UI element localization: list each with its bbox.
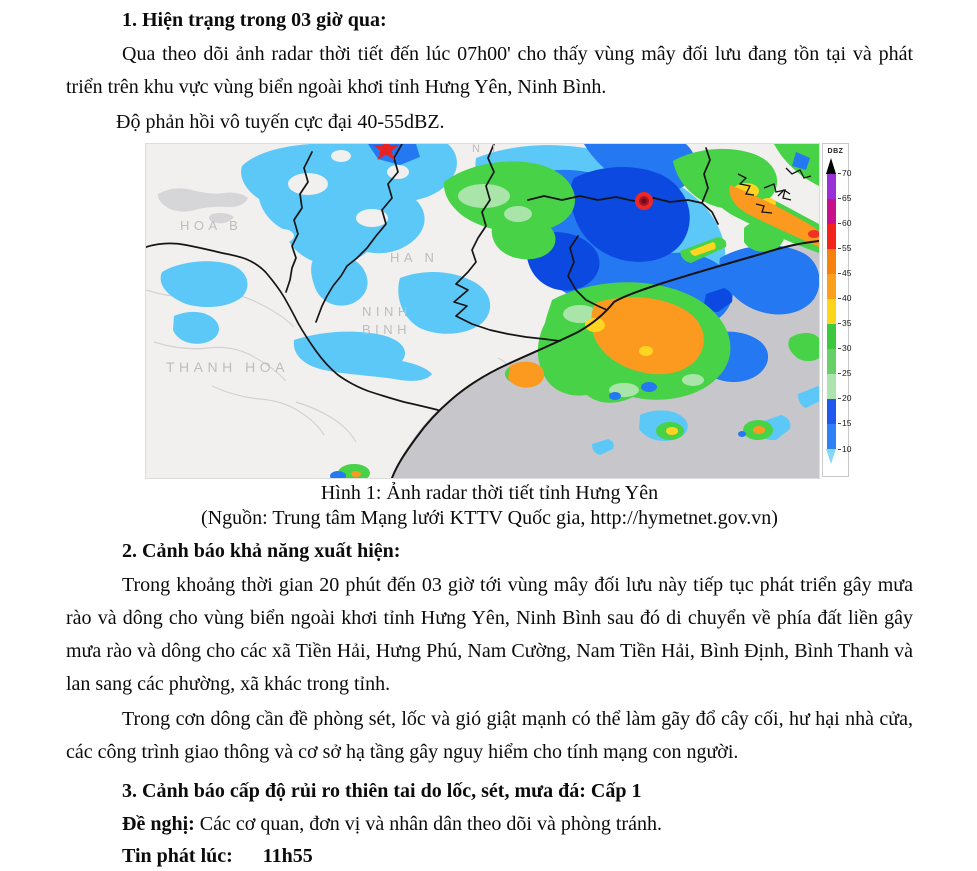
section1-heading: 1. Hiện trạng trong 03 giờ qua: — [122, 9, 387, 31]
radar-map-image — [145, 143, 820, 479]
colorbar-segment: 55 — [827, 249, 836, 274]
dbz-colorbar — [822, 143, 852, 477]
colorbar-segment: 60 — [827, 224, 836, 249]
label-ninh-binh-2: BINH — [362, 322, 412, 337]
label-top-partial: N I — [472, 144, 500, 155]
issued-time: 11h55 — [262, 845, 313, 867]
section2-paragraph2: Trong cơn dông cần đề phòng sét, lốc và gió giật mạnh có thể làm gãy đổ cây cối, hư hại nhà cửa, các công trình giao thông và cơ sở hạ tầng gây nguy hiểm cho tính mạng con người. — [66, 708, 913, 763]
figure-caption: Hình 1: Ảnh radar thời tiết tỉnh Hưng Yên — [320, 482, 659, 504]
colorbar-segment: 40 — [827, 299, 836, 324]
request-text: Các cơ quan, đơn vị và nhân dân theo dõi và phòng tránh. — [194, 813, 662, 835]
radar-figure — [145, 143, 913, 479]
issued-line — [66, 841, 913, 871]
label-ha-noi: HA N — [390, 250, 439, 265]
radar-station-marker — [635, 192, 653, 210]
request-label: Đề nghị: — [122, 813, 195, 835]
reflectivity-line: Độ phản hồi vô tuyến cực đại 40-55dBZ. — [116, 111, 445, 133]
colorbar-segment: 15 — [827, 424, 836, 449]
colorbar-segment: 30 — [827, 349, 836, 374]
section2-heading: 2. Cảnh báo khả năng xuất hiện: — [122, 540, 401, 562]
request-line — [66, 809, 913, 839]
colorbar-segment: 20 — [827, 399, 836, 424]
colorbar-segment: 45 — [827, 274, 836, 299]
radar-map-svg — [146, 144, 819, 478]
colorbar-up-arrow-icon — [826, 158, 836, 174]
section1-paragraph: Qua theo dõi ảnh radar thời tiết đến lúc 07h00' cho thấy vùng mây đối lưu đang tồn tại và phát triển trên khu vực vùng biển ngoài khơi tỉnh Hưng Yên, Ninh Bình. — [66, 43, 913, 98]
colorbar-segment: 70 — [827, 174, 836, 199]
label-hoa-binh: HOA B — [180, 218, 243, 233]
issued-label: Tin phát lúc: — [122, 845, 233, 867]
section3-heading: 3. Cảnh báo cấp độ rủi ro thiên tai do lốc, sét, mưa đá: Cấp 1 — [122, 780, 642, 802]
colorbar-down-arrow-icon: 10 — [827, 449, 836, 465]
figure-source: (Nguồn: Trung tâm Mạng lưới KTTV Quốc gia, http://hymetnet.gov.vn) — [201, 507, 778, 529]
colorbar-segment: 25 — [827, 374, 836, 399]
colorbar-segment: 35 — [827, 324, 836, 349]
section2-paragraph1: Trong khoảng thời gian 20 phút đến 03 giờ tới vùng mây đối lưu này tiếp tục phát triển gây mưa rào và dông cho vùng biển ngoài khơi tỉnh Hưng Yên, Ninh Bình sau đó di chuyển về phía đất liền gây mưa rào và dông cho các xã Tiền Hải, Hưng Phú, Nam Cường, Nam Tiền Hải, Bình Định, Bình Thanh và lan sang các phường, xã khác trong tỉnh. — [66, 574, 913, 695]
colorbar-segment: 65 — [827, 199, 836, 224]
colorbar-title: DBZ — [827, 148, 844, 155]
label-thanh-hoa: THANH HOA — [166, 359, 289, 375]
label-ninh-binh-1: NINH — [362, 304, 412, 319]
